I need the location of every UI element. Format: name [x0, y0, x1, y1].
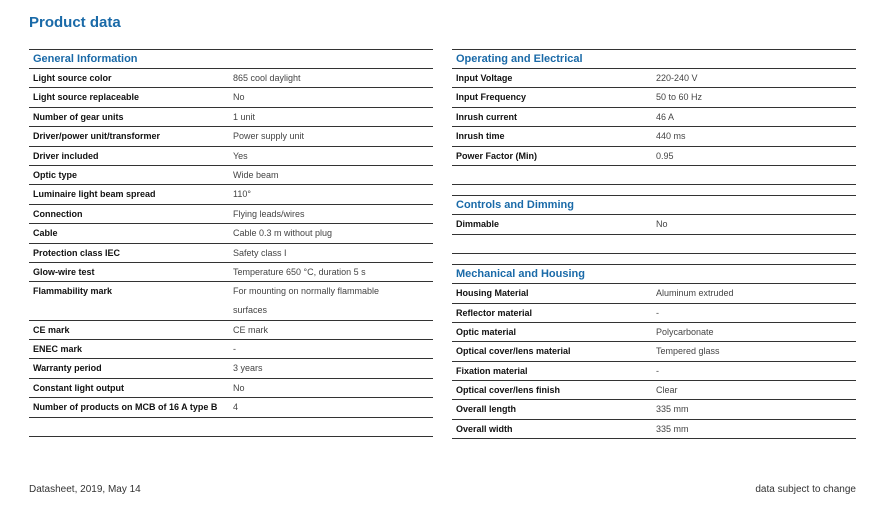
row-label: Optical cover/lens finish — [456, 385, 561, 396]
row-label: ENEC mark — [33, 344, 83, 355]
row-label: Reflector material — [456, 307, 533, 318]
row-value: Cable 0.3 m without plug — [233, 228, 333, 239]
table-spacer — [452, 234, 856, 253]
table-row — [29, 87, 433, 106]
table-row — [452, 87, 856, 106]
row-label: Input Frequency — [456, 92, 527, 103]
table-row — [452, 341, 856, 360]
table-row — [29, 320, 433, 339]
row-label: Optic type — [33, 169, 78, 180]
row-label: Power Factor (Min) — [456, 150, 538, 161]
table-row — [29, 358, 433, 377]
row-value: No — [656, 219, 668, 230]
row-label: Protection class IEC — [33, 247, 121, 258]
row-label: Number of products on MCB of 16 A type B — [33, 402, 218, 413]
table-spacer — [452, 165, 856, 184]
row-value: Clear — [656, 385, 678, 396]
row-label: Constant light output — [33, 382, 124, 393]
table-bottom-rule — [29, 436, 433, 438]
section-heading-controls: Controls and Dimming — [452, 195, 856, 214]
row-value: 1 unit — [233, 111, 256, 122]
row-value: 335 mm — [656, 404, 689, 415]
footer-date: Datasheet, 2019, May 14 — [29, 484, 141, 495]
row-label: Optical cover/lens material — [456, 346, 571, 357]
row-label: Housing Material — [456, 288, 529, 299]
row-value: 440 ms — [656, 131, 686, 142]
row-value: Yes — [233, 150, 248, 161]
row-value: Aluminum extruded — [656, 288, 734, 299]
row-value: 46 A — [656, 111, 675, 122]
section-gap — [452, 253, 856, 263]
row-label: Glow-wire test — [33, 266, 95, 277]
row-label: Flammability mark — [33, 286, 113, 297]
row-value: 50 to 60 Hz — [656, 92, 703, 103]
row-value: 0.95 — [656, 150, 674, 161]
table-row — [29, 339, 433, 358]
row-label: Input Voltage — [456, 73, 513, 83]
right-tables — [452, 48, 856, 458]
row-label: Light source color — [33, 73, 112, 83]
row-value: 3 years — [233, 363, 263, 374]
row-label: Number of gear units — [33, 111, 124, 122]
row-label: Driver/power unit/transformer — [33, 131, 161, 142]
footer-disclaimer: data subject to change — [755, 484, 856, 495]
row-value: 335 mm — [656, 423, 689, 434]
row-label: Warranty period — [33, 363, 102, 374]
section-heading-mechanical: Mechanical and Housing — [452, 264, 856, 283]
row-value: 4 — [233, 402, 239, 413]
table-row — [29, 165, 433, 184]
table-spacer — [29, 417, 433, 436]
row-label: Driver included — [33, 150, 99, 161]
row-label: CE mark — [33, 324, 70, 335]
row-label: Cable — [33, 228, 58, 239]
row-value: CE mark — [233, 324, 269, 335]
row-value: Wide beam — [233, 169, 279, 180]
table-row — [29, 146, 433, 165]
row-value: Safety class I — [233, 247, 287, 258]
table-row — [29, 223, 433, 242]
row-value: 865 cool daylight — [233, 73, 301, 83]
row-value: Flying leads/wires — [233, 208, 305, 219]
row-label: Dimmable — [456, 219, 500, 230]
row-label: Fixation material — [456, 365, 528, 376]
row-value: 220-240 V — [656, 73, 698, 83]
table-row — [452, 146, 856, 165]
table-row — [29, 243, 433, 262]
row-value: - — [656, 307, 659, 318]
table-row — [452, 303, 856, 322]
section-heading-operating: Operating and Electrical — [452, 49, 856, 68]
table-row — [452, 214, 856, 233]
table-row — [452, 283, 856, 302]
table-row — [452, 107, 856, 126]
table-row — [29, 68, 433, 87]
table-row — [29, 184, 433, 203]
row-value: - — [656, 365, 659, 376]
row-label: Inrush time — [456, 131, 505, 142]
row-value: Tempered glass — [656, 346, 720, 357]
row-value: 110° — [233, 189, 251, 200]
table-row — [29, 107, 433, 126]
table-row — [452, 322, 856, 341]
table-row — [29, 204, 433, 223]
table-row — [452, 126, 856, 145]
row-value: Power supply unit — [233, 131, 305, 142]
row-label: Inrush current — [456, 111, 518, 122]
row-label: Luminaire light beam spread — [33, 189, 156, 200]
table-row — [29, 397, 433, 416]
table-row — [29, 262, 433, 281]
row-label: Optic material — [456, 326, 517, 337]
row-value: Polycarbonate — [656, 326, 714, 337]
table-row — [452, 68, 856, 87]
page-title: Product data — [29, 14, 121, 31]
table-row — [29, 378, 433, 397]
row-label: Connection — [33, 208, 83, 219]
table-row — [452, 419, 856, 438]
table-spacer — [452, 438, 856, 457]
row-label: Overall length — [456, 404, 517, 415]
row-value: For mounting on normally flammable surfaces — [233, 286, 380, 316]
table-row — [452, 361, 856, 380]
row-value: No — [233, 92, 245, 103]
row-label: Light source replaceable — [33, 92, 140, 103]
row-value: - — [233, 344, 236, 355]
table-row — [452, 380, 856, 399]
table-row — [29, 281, 433, 319]
general-information-table — [29, 48, 433, 438]
table-row — [452, 399, 856, 418]
row-label: Overall width — [456, 423, 513, 434]
row-value: No — [233, 382, 245, 393]
section-gap — [452, 184, 856, 194]
table-row — [29, 126, 433, 145]
row-value: Temperature 650 °C, duration 5 s — [233, 266, 366, 277]
section-heading-general: General Information — [29, 49, 433, 68]
